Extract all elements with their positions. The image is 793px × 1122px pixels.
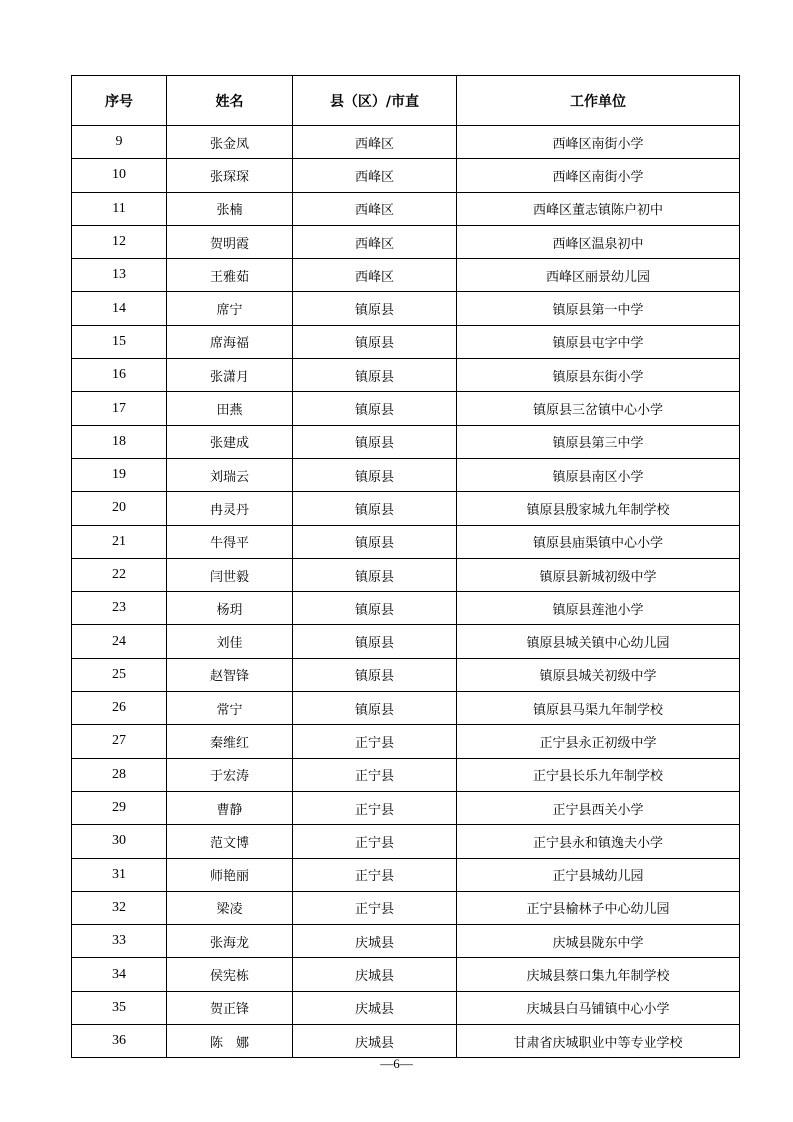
row-name: 席宁: [167, 292, 293, 325]
row-index: 13: [72, 259, 167, 292]
table-row: [72, 392, 740, 425]
row-name: 贺明霞: [167, 225, 293, 258]
row-name: 秦维红: [167, 725, 293, 758]
row-name: 田燕: [167, 392, 293, 425]
row-name: 刘瑞云: [167, 458, 293, 491]
table-row: [72, 958, 740, 991]
page-number: —6—: [380, 1056, 413, 1071]
row-workplace: 西峰区温泉初中: [457, 225, 740, 258]
row-name: 师艳丽: [167, 858, 293, 891]
row-index: 26: [72, 692, 167, 725]
row-county: 西峰区: [293, 159, 457, 192]
row-index: 29: [72, 791, 167, 824]
row-county: 镇原县: [293, 392, 457, 425]
row-name: 张琛琛: [167, 159, 293, 192]
row-index: 19: [72, 458, 167, 491]
row-county: 正宁县: [293, 825, 457, 858]
row-workplace: 西峰区南街小学: [457, 126, 740, 159]
table-body: [72, 126, 740, 1058]
row-index: 36: [72, 1025, 167, 1058]
row-workplace: 正宁县永正初级中学: [457, 725, 740, 758]
roster-table-container: [71, 75, 739, 1058]
table-row: [72, 991, 740, 1024]
row-index: 12: [72, 225, 167, 258]
row-name: 范文博: [167, 825, 293, 858]
table-row: [72, 758, 740, 791]
row-county: 镇原县: [293, 425, 457, 458]
table-row: [72, 1025, 740, 1058]
row-name: 侯宪栋: [167, 958, 293, 991]
table-row: [72, 492, 740, 525]
row-name: 张潇月: [167, 359, 293, 392]
row-county: 镇原县: [293, 325, 457, 358]
row-workplace: 镇原县庙渠镇中心小学: [457, 525, 740, 558]
table-row: [72, 359, 740, 392]
row-county: 庆城县: [293, 991, 457, 1024]
row-name: 冉灵丹: [167, 492, 293, 525]
row-index: 10: [72, 159, 167, 192]
table-row: [72, 159, 740, 192]
row-index: 14: [72, 292, 167, 325]
row-workplace: 镇原县殷家城九年制学校: [457, 492, 740, 525]
row-workplace: 镇原县新城初级中学: [457, 558, 740, 591]
row-workplace: 正宁县长乐九年制学校: [457, 758, 740, 791]
row-index: 23: [72, 592, 167, 625]
row-name: 张楠: [167, 192, 293, 225]
table-row: [72, 858, 740, 891]
row-county: 镇原县: [293, 692, 457, 725]
table-header: [72, 76, 740, 126]
row-county: 正宁县: [293, 758, 457, 791]
row-workplace: 西峰区南街小学: [457, 159, 740, 192]
row-index: 15: [72, 325, 167, 358]
row-workplace: 镇原县第三中学: [457, 425, 740, 458]
table-row: [72, 692, 740, 725]
row-county: 西峰区: [293, 259, 457, 292]
header-workplace: 工作单位: [457, 76, 740, 126]
row-name: 梁凌: [167, 891, 293, 924]
row-workplace: 镇原县第一中学: [457, 292, 740, 325]
roster-table: [71, 75, 740, 1058]
row-name: 于宏涛: [167, 758, 293, 791]
row-name: 贺正锋: [167, 991, 293, 1024]
row-county: 正宁县: [293, 891, 457, 924]
table-row: [72, 791, 740, 824]
row-county: 镇原县: [293, 592, 457, 625]
row-workplace: 镇原县三岔镇中心小学: [457, 392, 740, 425]
row-workplace: 镇原县莲池小学: [457, 592, 740, 625]
row-index: 11: [72, 192, 167, 225]
row-workplace: 庆城县蔡口集九年制学校: [457, 958, 740, 991]
row-workplace: 正宁县永和镇逸夫小学: [457, 825, 740, 858]
row-workplace: 镇原县城关初级中学: [457, 658, 740, 691]
row-county: 镇原县: [293, 525, 457, 558]
row-index: 17: [72, 392, 167, 425]
table-row: [72, 891, 740, 924]
table-row: [72, 225, 740, 258]
row-county: 镇原县: [293, 359, 457, 392]
row-name: 王雅茹: [167, 259, 293, 292]
row-county: 庆城县: [293, 925, 457, 958]
table-row: [72, 325, 740, 358]
table-row: [72, 259, 740, 292]
row-name: 闫世毅: [167, 558, 293, 591]
row-index: 31: [72, 858, 167, 891]
row-index: 18: [72, 425, 167, 458]
row-workplace: 镇原县城关镇中心幼儿园: [457, 625, 740, 658]
header-name: 姓名: [167, 76, 293, 126]
row-workplace: 正宁县榆林子中心幼儿园: [457, 891, 740, 924]
row-county: 庆城县: [293, 958, 457, 991]
header-row: [72, 76, 740, 126]
row-name: 席海福: [167, 325, 293, 358]
table-row: [72, 292, 740, 325]
row-county: 镇原县: [293, 658, 457, 691]
row-county: 西峰区: [293, 192, 457, 225]
table-row: [72, 925, 740, 958]
row-index: 33: [72, 925, 167, 958]
row-name: 常宁: [167, 692, 293, 725]
row-index: 25: [72, 658, 167, 691]
row-name: 张金凤: [167, 126, 293, 159]
table-row: [72, 126, 740, 159]
row-name: 刘佳: [167, 625, 293, 658]
row-workplace: 正宁县城幼儿园: [457, 858, 740, 891]
table-row: [72, 192, 740, 225]
row-index: 27: [72, 725, 167, 758]
row-county: 正宁县: [293, 858, 457, 891]
row-workplace: 庆城县陇东中学: [457, 925, 740, 958]
row-workplace: 西峰区丽景幼儿园: [457, 259, 740, 292]
row-name: 陈 娜: [167, 1025, 293, 1058]
table-row: [72, 592, 740, 625]
row-index: 28: [72, 758, 167, 791]
row-county: 庆城县: [293, 1025, 457, 1058]
row-county: 镇原县: [293, 458, 457, 491]
row-workplace: 西峰区董志镇陈户初中: [457, 192, 740, 225]
table-row: [72, 458, 740, 491]
table-row: [72, 825, 740, 858]
row-county: 镇原县: [293, 558, 457, 591]
row-name: 牛得平: [167, 525, 293, 558]
header-index: 序号: [72, 76, 167, 126]
row-workplace: 正宁县西关小学: [457, 791, 740, 824]
row-index: 34: [72, 958, 167, 991]
row-county: 正宁县: [293, 791, 457, 824]
row-index: 21: [72, 525, 167, 558]
row-county: 镇原县: [293, 292, 457, 325]
row-county: 正宁县: [293, 725, 457, 758]
table-row: [72, 558, 740, 591]
row-county: 西峰区: [293, 225, 457, 258]
row-name: 张海龙: [167, 925, 293, 958]
table-row: [72, 658, 740, 691]
row-index: 16: [72, 359, 167, 392]
row-workplace: 镇原县南区小学: [457, 458, 740, 491]
row-name: 张建成: [167, 425, 293, 458]
row-county: 镇原县: [293, 625, 457, 658]
table-row: [72, 725, 740, 758]
row-index: 9: [72, 126, 167, 159]
row-name: 杨玥: [167, 592, 293, 625]
row-index: 20: [72, 492, 167, 525]
row-workplace: 镇原县东街小学: [457, 359, 740, 392]
row-name: 曹静: [167, 791, 293, 824]
row-index: 22: [72, 558, 167, 591]
header-county: 县（区）/市直: [293, 76, 457, 126]
row-index: 30: [72, 825, 167, 858]
row-index: 32: [72, 891, 167, 924]
table-row: [72, 625, 740, 658]
row-workplace: 镇原县马渠九年制学校: [457, 692, 740, 725]
table-row: [72, 425, 740, 458]
row-index: 24: [72, 625, 167, 658]
row-workplace: 镇原县屯字中学: [457, 325, 740, 358]
row-workplace: 庆城县白马铺镇中心小学: [457, 991, 740, 1024]
row-county: 西峰区: [293, 126, 457, 159]
table-row: [72, 525, 740, 558]
row-county: 镇原县: [293, 492, 457, 525]
row-name: 赵智锋: [167, 658, 293, 691]
row-workplace: 甘肃省庆城职业中等专业学校: [457, 1025, 740, 1058]
row-index: 35: [72, 991, 167, 1024]
